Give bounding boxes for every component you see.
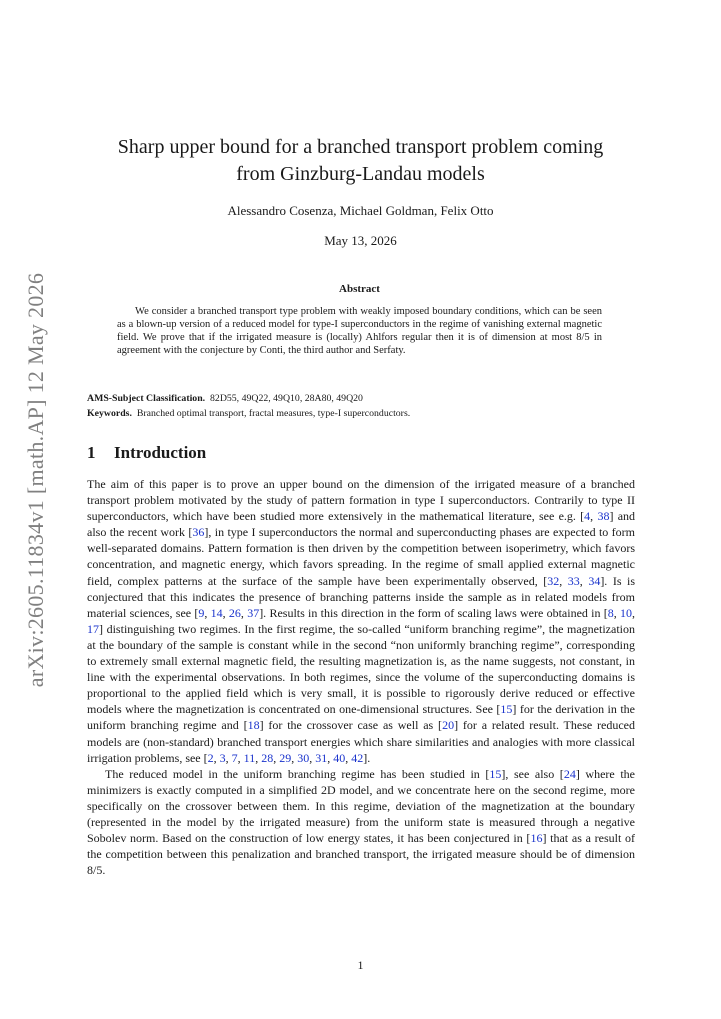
citation-link[interactable]: 30: [297, 750, 310, 765]
section-heading: [87, 443, 206, 463]
citation-link[interactable]: 26: [228, 605, 241, 620]
text-run: ,: [613, 605, 621, 620]
title-line-1: Sharp upper bound for a branched transport problem coming: [117, 136, 604, 158]
text-run: ,: [225, 750, 232, 765]
text-run: ], see also [: [501, 766, 564, 781]
text-run: ,: [273, 750, 280, 765]
page-number: 1: [357, 958, 364, 972]
citation-link[interactable]: 34: [588, 573, 601, 588]
citation-link[interactable]: 37: [247, 605, 260, 620]
text-run: ,: [240, 605, 248, 620]
text-run: ,: [222, 605, 229, 620]
citation-link[interactable]: 42: [351, 750, 364, 765]
text-run: ,: [632, 605, 636, 620]
paragraph-1: [87, 476, 635, 766]
citation-link[interactable]: 32: [547, 573, 560, 588]
text-run: ] and also the recent work [: [87, 509, 636, 540]
citation-link[interactable]: 17: [87, 621, 99, 636]
citation-link[interactable]: 16: [530, 831, 543, 846]
text-run: ] for the derivation in the uniform branching regime and [: [87, 702, 635, 733]
text-run: ,: [291, 750, 298, 765]
citation-link[interactable]: 36: [192, 525, 205, 540]
text-run: The aim of this paper is to prove an upper bound on the dimension of the irrigated measure of a branched transport problem motivated by the study of pattern formation in type I superconductors. Contrarily to type II superconductors, which have been studied more extensively in the mathematical literature, see e.g. [: [87, 477, 635, 524]
keywords-list: Branched optimal transport, fractal measures, type-I superconductors.: [136, 408, 411, 419]
ams-classification: [87, 391, 635, 406]
text-run: ], in type I superconductors the normal and superconducting phases are expected to form well-separated domains. Pattern formation is then driven by the competition between isoperimetry, which favors concentration, and magnetic energy, which favors spreading. In the regime of small applied external magnetic field, complex patterns at the surface of the sample have been experimentally observed, [: [87, 525, 636, 588]
citation-link[interactable]: 24: [563, 766, 576, 781]
citation-link[interactable]: 4: [584, 509, 591, 524]
text-run: ] for a related result. These reduced models are (non-standard) branched transport energies which share similarities and analogies with more classical irrigation problems, see [: [87, 718, 636, 765]
paragraph-2: [87, 766, 635, 879]
citation-link[interactable]: 38: [597, 509, 610, 524]
publication-date: May 13, 2026: [324, 233, 397, 248]
text-run: ,: [237, 750, 244, 765]
text-run: ] that as a result of the competition between this penalization and branched transport, the irrigated measure should be of dimension 8/5.: [87, 831, 635, 878]
citation-link[interactable]: 31: [315, 750, 328, 765]
text-run: ]. Results in this direction in the form of scaling laws were obtained in [: [259, 605, 608, 620]
citation-link[interactable]: 40: [333, 750, 346, 765]
section-number: 1: [87, 443, 96, 462]
citation-link[interactable]: 29: [279, 750, 292, 765]
abstract-heading: Abstract: [339, 283, 380, 295]
text-run: ,: [204, 605, 211, 620]
text-run: ] distinguishing two regimes. In the first regime, the so-called “uniform branching regime”, the magnetization at the boundary of the sample is constant while in the second “non uniformly branching regime”, corresponding to extremely small external magnetic field, the resulting magnetization is, as the name suggests, not constant, in line with the experimental observations. In both regimes, since the volume of the superconducting domains is proportional to the applied field which is very small, it is possible to rigorously derive reduced or effective models where the magnetization is concentrated on one-dimensional structures. See [: [87, 621, 635, 717]
text-run: ,: [213, 750, 220, 765]
text-run: ].: [363, 750, 371, 765]
ams-label: AMS-Subject Classification.: [87, 393, 206, 404]
text-run: ]. Is is conjectured that this indicates the presence of branching patterns inside the sample as in related models from material sciences, see [: [87, 573, 636, 620]
arxiv-identifier-stamp: arXiv:2605.11834v1 [math.AP] 12 May 2026: [23, 272, 48, 688]
citation-link[interactable]: 2: [207, 750, 214, 765]
citation-link[interactable]: 11: [243, 750, 256, 765]
citation-link[interactable]: 3: [219, 750, 226, 765]
title-line-2: from Ginzburg-Landau models: [236, 163, 485, 185]
text-run: ,: [309, 750, 316, 765]
abstract-section: [117, 283, 602, 357]
citation-link[interactable]: 7: [231, 750, 238, 765]
text-run: The reduced model in the uniform branching regime has been studied in [: [105, 766, 490, 781]
keywords-label: Keywords.: [87, 408, 132, 419]
paper-title: [0, 134, 721, 188]
citation-link[interactable]: 10: [620, 605, 633, 620]
text-run: ,: [345, 750, 352, 765]
text-run: ,: [579, 573, 589, 588]
citation-link[interactable]: 33: [567, 573, 580, 588]
metadata-block: [87, 391, 635, 421]
citation-link[interactable]: 8: [607, 605, 614, 620]
author-list: Alessandro Cosenza, Michael Goldman, Felix Otto: [227, 203, 494, 218]
text-run: ] where the minimizers is exactly computed in a simplified 2D model, and we concentrate here on the second regime, more specifically on the crossover between them. In this regime, deviation of the magnetization at the boundary (represented in the model by the irrigated measure) from the uniform state is measured through a negative Sobolev norm. Based on the construction of low energy states, it has been conjectured in [: [87, 766, 635, 846]
ams-codes: 82D55, 49Q22, 49Q10, 28A80, 49Q20: [210, 393, 363, 404]
citation-link[interactable]: 20: [442, 718, 455, 733]
text-run: ,: [255, 750, 262, 765]
text-run: ,: [559, 573, 568, 588]
text-run: ,: [327, 750, 334, 765]
text-run: ] for the crossover case as well as [: [259, 718, 443, 733]
citation-link[interactable]: 14: [210, 605, 223, 620]
text-run: ,: [590, 509, 598, 524]
section-title: Introduction: [114, 443, 207, 462]
body-text: [87, 476, 635, 878]
citation-link[interactable]: 15: [489, 766, 502, 781]
keywords: [87, 406, 635, 421]
citation-link[interactable]: 15: [500, 702, 513, 717]
citation-link[interactable]: 9: [198, 605, 205, 620]
citation-link[interactable]: 18: [247, 718, 260, 733]
citation-link[interactable]: 28: [261, 750, 274, 765]
abstract-text: We consider a branched transport type problem with weakly imposed boundary conditions, which can be seen as a blown-up version of a reduced model for type-I superconductors in the regime of vanishing external magnetic field. We prove that if the irrigated measure is (locally) Ahlfors regular then it is of dimension at most 8/5 in agreement with the conjecture by Conti, the third author and Serfaty.: [117, 306, 602, 356]
